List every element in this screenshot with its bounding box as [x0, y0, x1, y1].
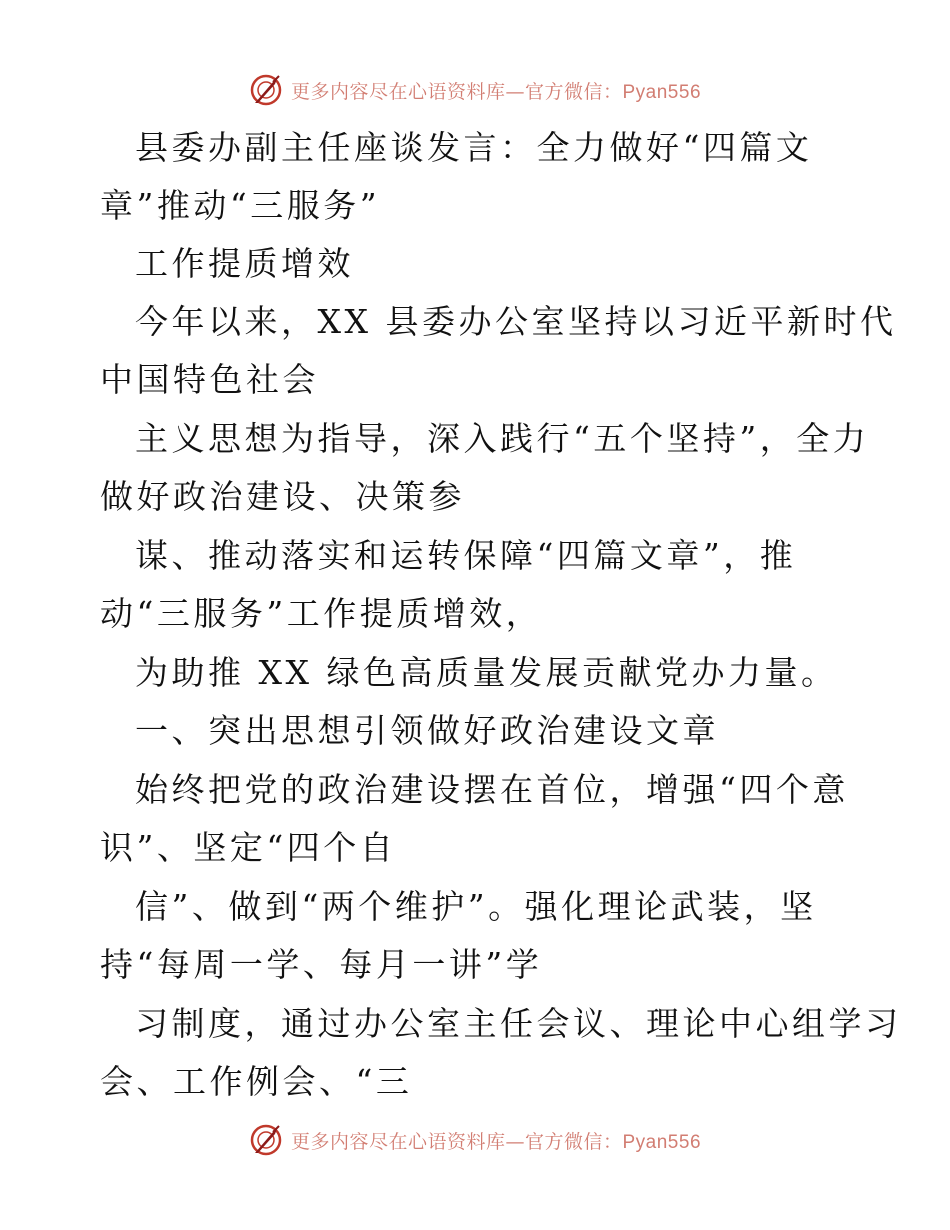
- body-line: 持“每周一学、每月一讲”学: [100, 945, 543, 984]
- body-line: 始终把党的政治建设摆在首位，增强“四个意: [135, 770, 849, 809]
- body-line: 谋、推动落实和运转保障“四篇文章”，推: [135, 536, 797, 575]
- body-line: 主义思想为指导，深入践行“五个坚持”，全力: [135, 419, 870, 458]
- body-line: 信”、做到“两个维护”。强化理论武装，坚: [135, 887, 817, 926]
- body-line: 为助推 XX 绿色高质量发展贡献党办力量。: [135, 653, 838, 692]
- footer-watermark: [0, 1120, 950, 1160]
- body-line: 识”、坚定“四个自: [100, 828, 397, 867]
- body-line: 会、工作例会、“三: [100, 1062, 413, 1101]
- title-line-1: 县委办副主任座谈发言：全力做好“四篇文: [135, 128, 813, 167]
- section-heading: 一、突出思想引领做好政治建设文章: [135, 711, 719, 750]
- watermark-handle: Pyan556: [622, 1131, 702, 1153]
- body-line: 做好政治建设、决策参: [100, 477, 465, 516]
- body-line: 中国特色社会: [100, 360, 319, 399]
- title-line-2: 章”推动“三服务”: [100, 186, 381, 225]
- watermark-text: 更多内容尽在心语资料库—官方微信：Pyan556: [290, 1130, 702, 1153]
- watermark-text: 更多内容尽在心语资料库—官方微信：Pyan556: [290, 80, 702, 103]
- body-line: 今年以来，XX 县委办公室坚持以习近平新时代: [135, 302, 897, 341]
- watermark-handle: Pyan556: [622, 81, 702, 103]
- body-line: 习制度，通过办公室主任会议、理论中心组学习: [135, 1004, 902, 1043]
- title-line-3: 工作提质增效: [135, 244, 354, 283]
- body-line: 动“三服务”工作提质增效，: [100, 594, 543, 633]
- quill-pen-logo-icon: [249, 1123, 283, 1157]
